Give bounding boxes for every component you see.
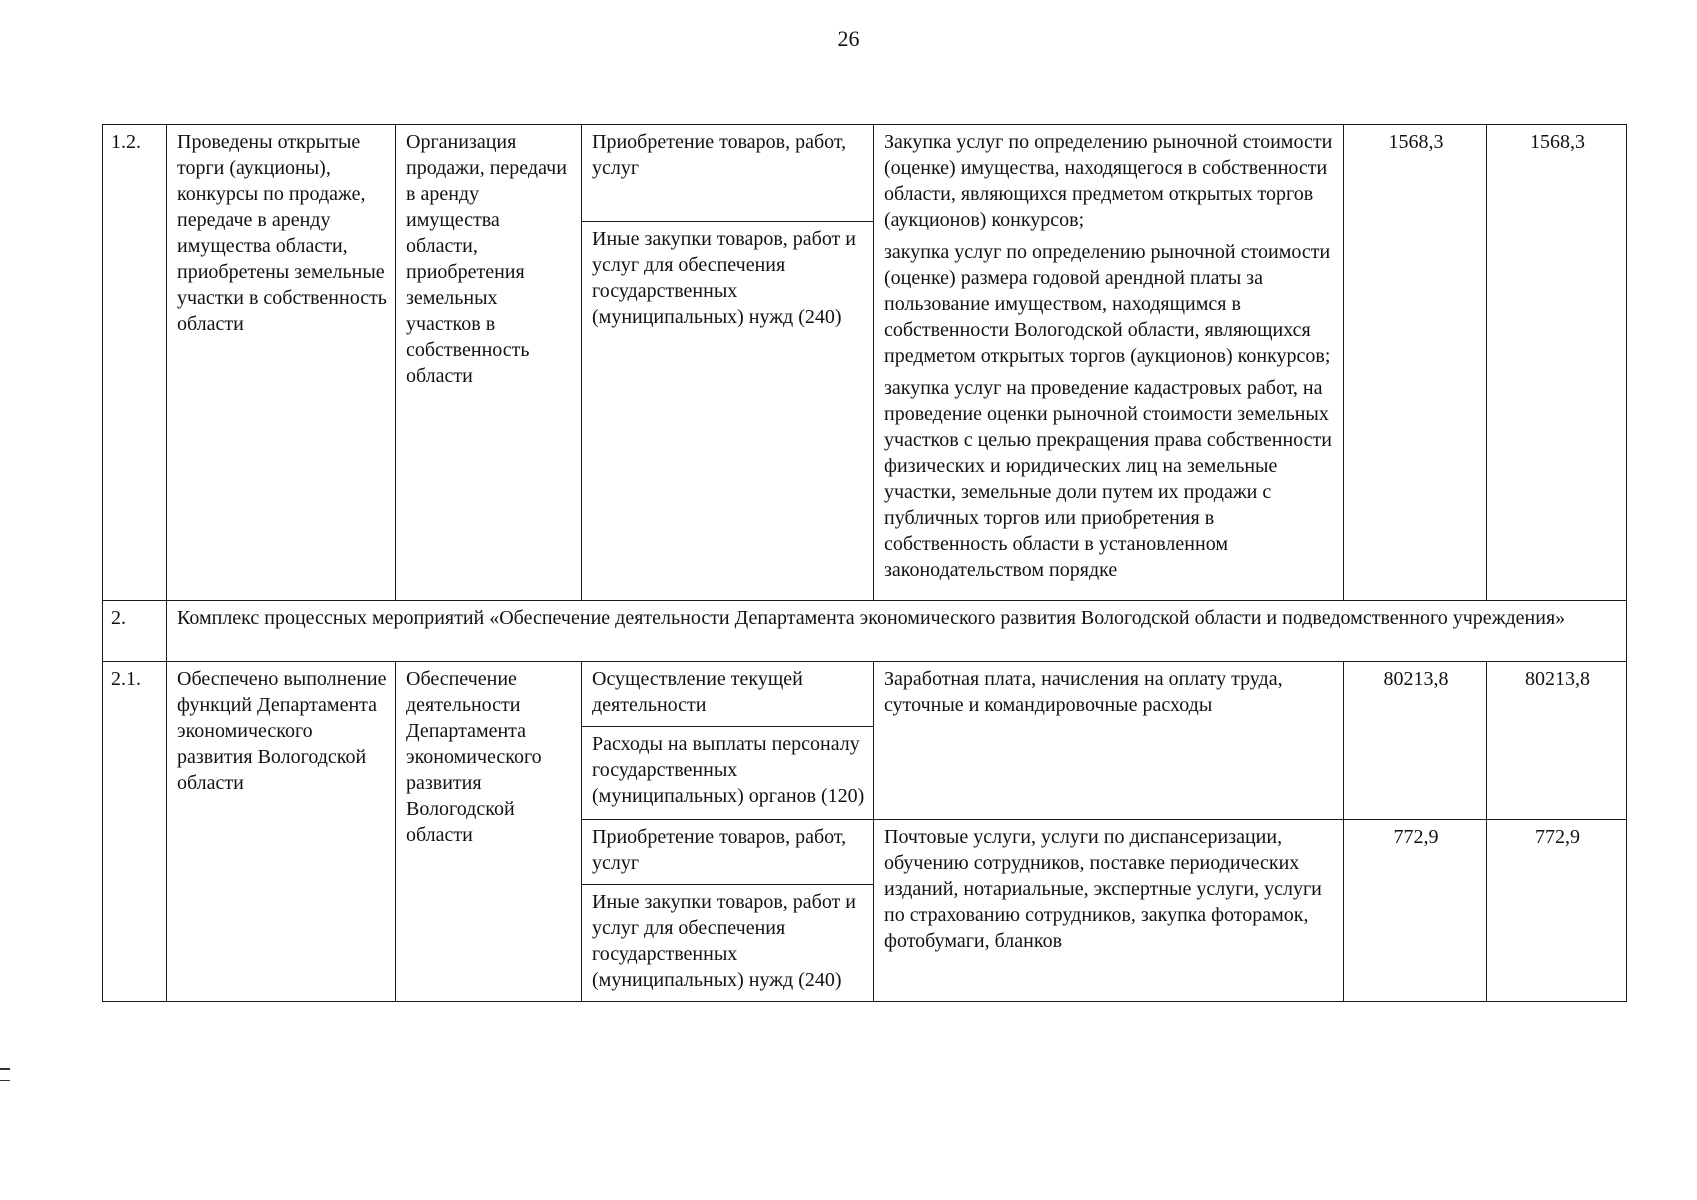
description-paragraph: закупка услуг по определению рыночной стоимости (оценке) размера годовой арендной платы за пользование имуществом, находящимся в собственности Вологодской области, являющихся предметом открытых торгов (аукционов) конкурсов; [884, 241, 1331, 367]
expense-code-cell: Расходы на выплаты персоналу государственных (муниципальных) органов (120) [582, 727, 874, 820]
result-cell: Проведены открытые торги (аукционы), конкурсы по продаже, передаче в аренду имущества области, приобретены земельные участки в собственность области [167, 125, 396, 601]
expense-type-cell: Приобретение товаров, работ, услуг [582, 125, 874, 222]
activity-cell: Обеспечение деятельности Департамента экономического развития Вологодской области [396, 662, 582, 1002]
description-paragraph: закупка услуг на проведение кадастровых работ, на проведение оценки рыночной стоимости земельных участков с целью прекращения права собственности физических и юридических лиц на земельные участки, земельные доли путем их продажи с публичных торгов или приобретения в собственность области в установленном законодательством порядке [884, 377, 1332, 581]
expense-type-cell: Осуществление текущей деятельности [582, 662, 874, 727]
expense-code-cell: Иные закупки товаров, работ и услуг для обеспечения государственных (муниципальных) нужд (240) [582, 885, 874, 1002]
expense-code-cell: Иные закупки товаров, работ и услуг для обеспечения государственных (муниципальных) нужд (240) [582, 222, 874, 601]
description-cell: Заработная плата, начисления на оплату труда, суточные и командировочные расходы [874, 662, 1344, 820]
table-row-2 [103, 601, 1627, 662]
value-cell: 80213,8 [1487, 662, 1627, 820]
description-cell [874, 125, 1344, 601]
table-row-2-1 [103, 662, 1627, 727]
value-cell: 772,9 [1487, 820, 1627, 1002]
expenditure-table [102, 124, 1627, 1002]
expense-type-cell: Приобретение товаров, работ, услуг [582, 820, 874, 885]
margin-marks [0, 1068, 10, 1091]
description-cell: Почтовые услуги, услуги по диспансеризации, обучению сотрудников, поставке периодических изданий, нотариальные, экспертные услуги, услуги по страхованию сотрудников, закупка фоторамок, фотобумаги, бланков [874, 820, 1344, 1002]
value-cell: 80213,8 [1344, 662, 1487, 820]
row-number: 2. [103, 601, 167, 662]
row-number: 2.1. [103, 662, 167, 1002]
margin-mark [0, 1080, 10, 1082]
page-number: 26 [837, 26, 860, 51]
table-row-1-2 [103, 125, 1627, 222]
value-cell: 772,9 [1344, 820, 1487, 1002]
row-number: 1.2. [103, 125, 167, 601]
section-title-cell: Комплекс процессных мероприятий «Обеспечение деятельности Департамента экономического развития Вологодской области и подведомственного учреждения» [167, 601, 1627, 662]
value-cell: 1568,3 [1344, 125, 1487, 601]
value-cell: 1568,3 [1487, 125, 1627, 601]
result-cell: Обеспечено выполнение функций Департамента экономического развития Вологодской области [167, 662, 396, 1002]
margin-mark [0, 1068, 10, 1070]
activity-cell: Организация продажи, передачи в аренду имущества области, приобретения земельных участков в собственность области [396, 125, 582, 601]
description-paragraph: Закупка услуг по определению рыночной стоимости (оценке) имущества, находящегося в собственности области, являющихся предметом открытых торгов (аукционов) конкурсов; [884, 131, 1333, 231]
